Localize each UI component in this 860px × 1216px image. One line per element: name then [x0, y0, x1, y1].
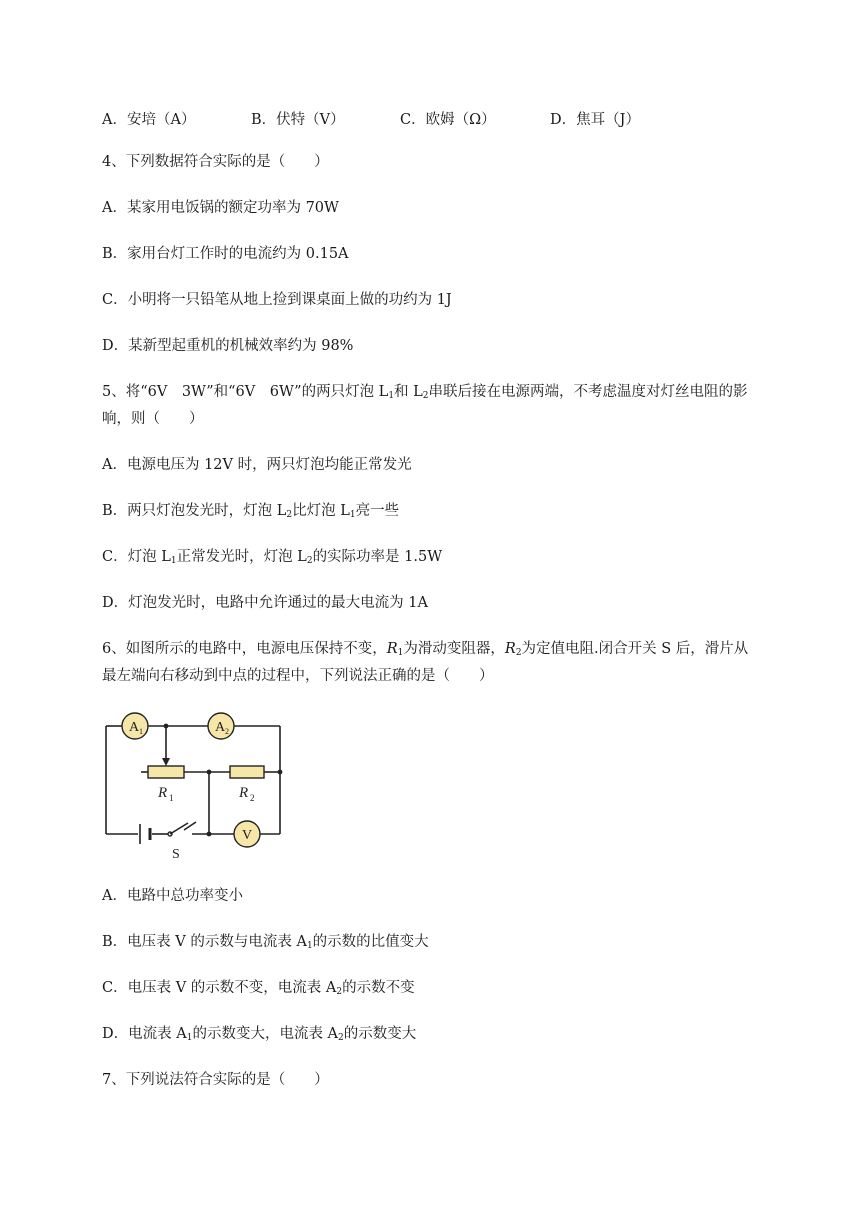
q6-stem: 6、如图所示的电路中，电源电压保持不变，$R_1$为滑动变阻器，$R_2$为定值电阻.闭合开关 S 后，滑片从 [102, 641, 749, 658]
circuit-diagram [96, 706, 292, 862]
r2-label: R [239, 785, 249, 801]
q6-stem-line2: 最左端向右移动到中点的过程中，下列说法正确的是（ ） [102, 668, 494, 684]
r1-label-sub: 1 [169, 793, 174, 803]
q4-option-b: B．家用台灯工作时的电流约为 0.15A [102, 246, 349, 262]
circuit-wires [106, 726, 280, 834]
junction-dot [278, 770, 283, 775]
junction-dot [164, 724, 169, 729]
q3-option-d: D．焦耳（J） [550, 112, 640, 128]
q3-option-b: B．伏特（V） [251, 112, 345, 128]
a1-label: A [129, 720, 140, 735]
q5-stem-line2: 响，则（ ） [102, 411, 204, 427]
v-label: V [242, 828, 253, 843]
junction-dot [207, 832, 212, 837]
a1-label-sub: 1 [139, 727, 143, 736]
a2-label: A [215, 720, 226, 735]
q4-option-a: A．某家用电饭锅的额定功率为 70W [102, 200, 339, 216]
junction-dot [207, 770, 212, 775]
q4-option-c: C．小明将一只铅笔从地上捡到课桌面上做的功约为 1J [102, 292, 452, 308]
q5-option-c: C．灯泡 $L_1$正常发光时，灯泡 $L_2$的实际功率是 1.5W [102, 549, 443, 566]
r1-resistor [148, 766, 184, 778]
q4-option-d: D．某新型起重机的机械效率约为 98% [102, 338, 354, 354]
slider-arrowhead [162, 758, 170, 766]
q6-option-b: B．电压表 V 的示数与电流表 $A_1$的示数的比值变大 [102, 934, 429, 951]
q6-option-c: C．电压表 V 的示数不变，电流表 $A_2$的示数不变 [102, 980, 415, 997]
r2-resistor [230, 766, 264, 778]
q3-option-a: A．安培（A） [102, 112, 196, 128]
q5-option-b: B．两只灯泡发光时，灯泡 $L_2$比灯泡 $L_1$亮一些 [102, 503, 400, 520]
q4-stem: 4、下列数据符合实际的是（ ） [102, 154, 329, 170]
r2-label-sub: 2 [250, 793, 255, 803]
switch-label: S [172, 847, 180, 862]
r1-label: R [158, 785, 168, 801]
q6-option-d: D．电流表 $A_1$的示数变大，电流表 $A_2$的示数变大 [102, 1026, 417, 1043]
q3-option-c: C．欧姆（Ω） [400, 112, 496, 128]
q6-option-a: A．电路中总功率变小 [102, 888, 243, 904]
q5-stem: 5、将“6V 3W”和“6V 6W”的两只灯泡 $L_1$和 $L_2$串联后接在电源两端，不考虑温度对灯丝电阻的影 [102, 384, 748, 401]
q5-option-d: D．灯泡发光时，电路中允许通过的最大电流为 1A [102, 595, 428, 611]
q5-option-a: A．电源电压为 12V 时，两只灯泡均能正常发光 [102, 457, 412, 473]
a2-label-sub: 2 [225, 727, 229, 736]
q7-stem: 7、下列说法符合实际的是（ ） [102, 1072, 329, 1088]
